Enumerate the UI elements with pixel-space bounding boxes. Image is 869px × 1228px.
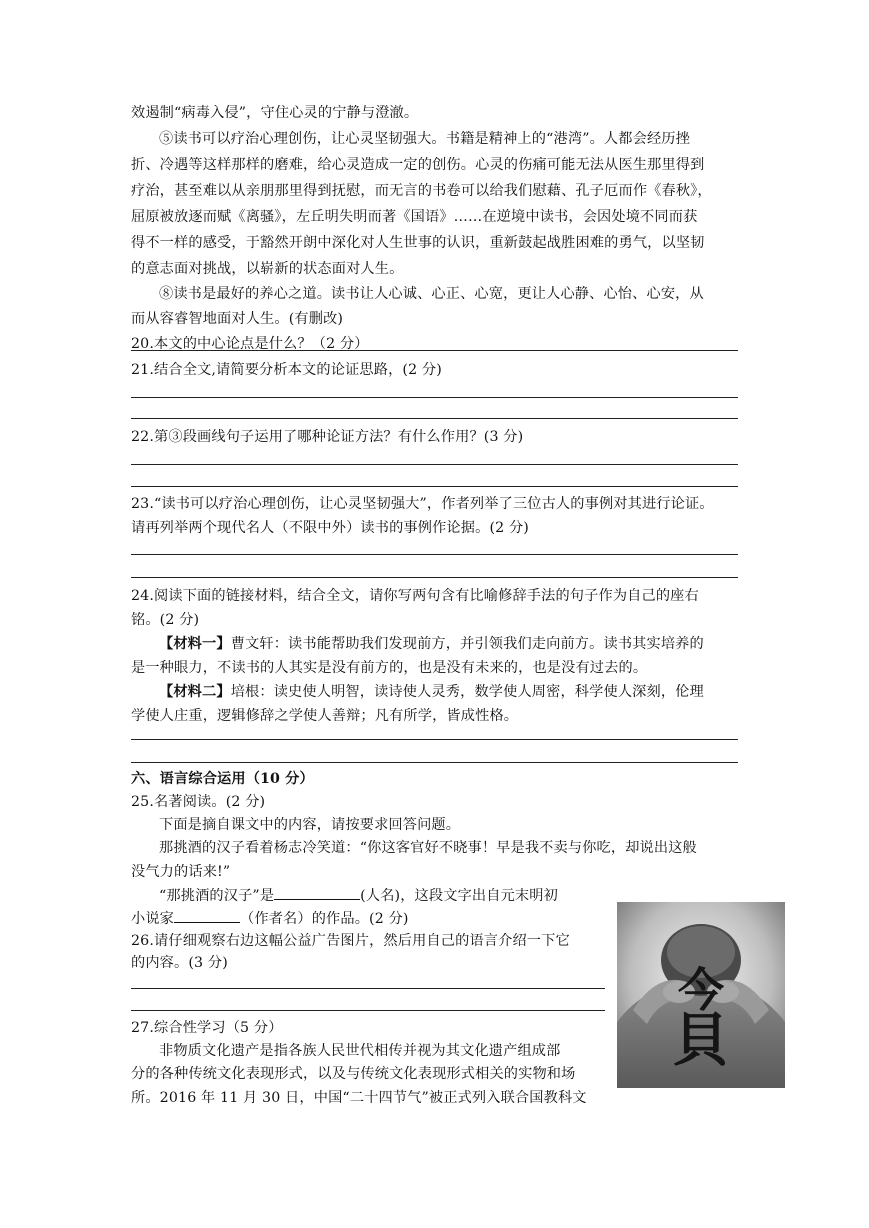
material-2-text: 培根：读史使人明智，读诗使人灵秀，数学使人周密，科学使人深刻，伦理: [230, 684, 704, 700]
answer-line-26a[interactable]: [131, 988, 605, 989]
material-1-cont: 是一种眼力，不读书的人其实是没有前方的，也是没有未来的，也是没有过去的。: [131, 660, 648, 676]
question-27-text-cont2: 所。2016 年 11 月 30 日，中国“二十四节气”被正式列入联合国教科文: [131, 1090, 587, 1106]
question-27-text: 非物质文化遗产是指各族人民世代相传并视为其文化遗产组成部: [159, 1043, 561, 1059]
question-23: 23.“读书可以疗治心理创伤，让心灵坚韧强大”，作者列举了三位古人的事例对其进行论证。: [131, 496, 714, 512]
answer-line-20[interactable]: [131, 350, 738, 351]
passage-line: 屈原被放逐而赋《离骚》，左丘明失明而著《国语》……在逆境中读书，会因处境不同而获: [131, 209, 698, 225]
question-25-ask-cont: [131, 908, 409, 929]
blank-person-name[interactable]: [274, 885, 360, 900]
answer-line-23a[interactable]: [131, 554, 738, 555]
question-25-intro: 下面是摘自课文中的内容，请按要求回答问题。: [159, 817, 461, 833]
question-25-quote-cont: 没气力的话来!”: [131, 864, 231, 880]
question-26: 26.请仔细观察右边这幅公益广告图片，然后用自己的语言介绍一下它: [131, 933, 570, 949]
blank-author-name[interactable]: [174, 908, 240, 923]
question-24: 24.阅读下面的链接材料，结合全文，请你写两句含有比喻修辞手法的句子作为自己的座右: [131, 588, 699, 604]
answer-line-22a[interactable]: [131, 464, 738, 465]
question-25-quote: 那挑酒的汉子看着杨志冷笑道：“你这客官好不晓事！早是我不卖与你吃，却说出这般: [159, 840, 697, 856]
answer-line-24b[interactable]: [131, 762, 738, 763]
answer-line-24a[interactable]: [131, 739, 738, 740]
material-2-cont: 学使人庄重，逻辑修辞之学使人善辩；凡有所学，皆成性格。: [131, 708, 519, 724]
glyph-bottom: 貝: [671, 1006, 731, 1074]
answer-line-26b[interactable]: [131, 1010, 605, 1011]
question-27-text-cont: 分的各种传统文化表现形式，以及与传统文化表现形式相关的实物和场: [131, 1066, 576, 1082]
question-22: 22.第③段画线句子运用了哪种论证方法？有什么作用？(3 分): [131, 429, 524, 445]
material-1-tag: 【材料一】: [159, 636, 231, 652]
passage-line: 而从容睿智地面对人生。(有删改): [131, 311, 344, 327]
passage-line: ⑧读书是最好的养心之道。读书让人心诚、心正、心宽，更让人心静、心怡、心安，从: [159, 286, 704, 302]
passage-line: ⑤读书可以疗治心理创伤，让心灵坚韧强大。书籍是精神上的“港湾”。人都会经历挫: [159, 131, 690, 147]
material-1: [159, 634, 704, 654]
question-25-ask: [159, 885, 558, 906]
question-21: 21.结合全文,请简要分析本文的论证思路，(2 分): [131, 362, 442, 378]
answer-line-21a[interactable]: [131, 397, 738, 398]
question-25: 25.名著阅读。(2 分): [131, 794, 266, 810]
question-25-ask-text2: (人名)，这段文字出自元末明初: [360, 888, 558, 904]
material-2-tag: 【材料二】: [159, 684, 231, 700]
answer-line-21b[interactable]: [131, 418, 738, 419]
answer-line-23b[interactable]: [131, 577, 738, 578]
material-2: [159, 682, 704, 702]
passage-line: 效遏制“病毒入侵”，守住心灵的宁静与澄澈。: [131, 105, 419, 121]
question-20: 20.本文的中心论点是什么？（2 分）: [131, 336, 369, 352]
section-heading: 六、语言综合运用（10 分）: [131, 771, 314, 787]
passage-line: 折、冷遇等这样那样的磨难，给心灵造成一定的创伤。心灵的伤痛可能无法从医生那里得到: [131, 157, 705, 173]
answer-line-22b[interactable]: [131, 486, 738, 487]
question-23-cont: 请再列举两个现代名人（不限中外）读书的事例作论据。(2 分): [131, 520, 529, 536]
question-27: 27.综合性学习（5 分）: [131, 1020, 283, 1036]
passage-line: 疗治，甚至难以从亲朋那里得到抚慰，而无言的书卷可以给我们慰藉、孔子厄而作《春秋》，: [131, 183, 712, 199]
public-service-ad-image: [617, 902, 785, 1088]
passage-line: 得不一样的感受，于豁然开朗中深化对人生世事的认识，重新鼓起战胜困难的勇气，以坚韧: [131, 235, 705, 251]
question-25-ask-text3: 小说家: [131, 911, 175, 927]
ad-photo-graphic: [617, 902, 785, 1088]
question-24-cont: 铭。(2 分): [131, 612, 200, 628]
question-25-ask-text: “那挑酒的汉子”是: [159, 888, 275, 904]
glyph-top: 今: [678, 963, 724, 1017]
material-1-text: 曹文轩：读书能帮助我们发现前方，并引领我们走向前方。读书其实培养的: [230, 636, 704, 652]
passage-line: 的意志面对挑战，以崭新的状态面对人生。: [131, 261, 404, 277]
question-26-cont: 的内容。(3 分): [131, 955, 228, 971]
question-25-ask-text4: （作者名）的作品。(2 分): [240, 911, 409, 927]
